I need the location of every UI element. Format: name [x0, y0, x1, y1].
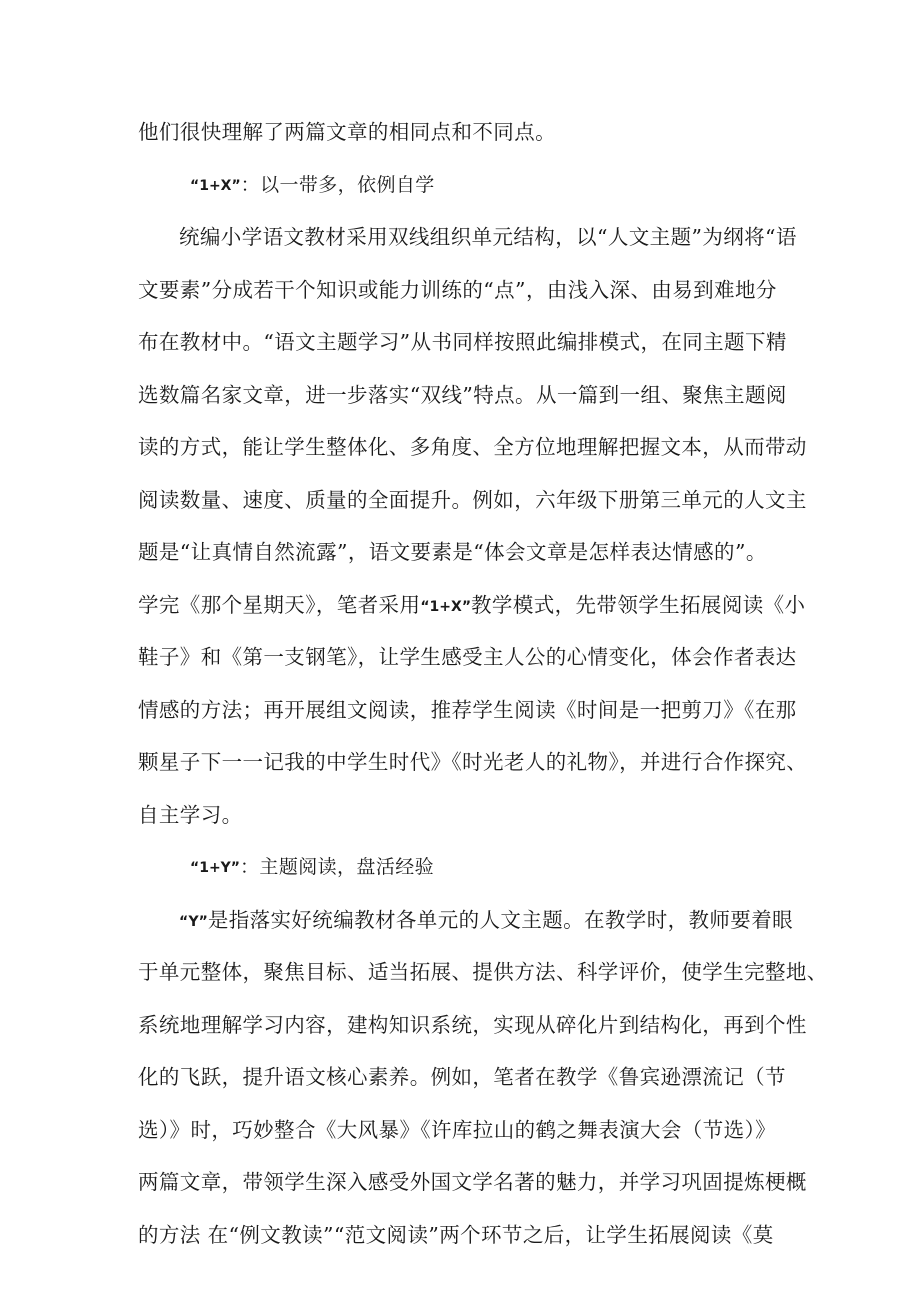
heading-1y-title: ：主题阅读，盘活经验: [240, 856, 435, 878]
line-10-code: “1+X”: [420, 598, 472, 615]
text-line-4: 文要素”分成若干个知识或能力训练的“点”，由浅入深、由易到难地分: [138, 277, 777, 302]
line-10-after: 教学模式，先带领学生拓展阅读《小: [471, 592, 806, 617]
text-line-12: 情感的方法；再开展组文阅读，推荐学生阅读《时间是一把剪刀》《在那: [138, 697, 797, 722]
text-line-22: 的方法 在“例文教读”“范文阅读”两个环节之后，让学生拓展阅读《莫: [138, 1222, 774, 1247]
document-page: [138, 112, 828, 1267]
text-line-21: 两篇文章，带领学生深入感受外国文学名著的魅力，并学习巩固提炼梗概: [138, 1170, 807, 1194]
text-line-16: [138, 900, 794, 953]
text-line-7: 读的方式，能让学生整体化、多角度、全方位地理解把握文本，从而带动: [138, 435, 807, 459]
heading-1x-code: “1+X”: [190, 177, 241, 194]
text-line-13: 颗星子下一一记我的中学生时代》《时光老人的礼物》，并进行合作探究、: [138, 750, 808, 774]
line-16-code: “Y”: [179, 913, 208, 930]
line-10-before: 学完《那个星期天》，笔者采用: [138, 592, 421, 617]
text-line-14: 自主学习。: [138, 802, 243, 827]
text-line-11: 鞋子》和《第一支钢笔》，让学生感受主人公的心情变化，体会作者表达: [138, 645, 797, 669]
heading-1x-title: ：以一带多，依例自学: [240, 173, 435, 196]
text-line-10: [138, 585, 806, 638]
heading-1y-code: “1+Y”: [190, 860, 241, 876]
text-line-8: 阅读数量、速度、质量的全面提升。例如，六年级下册第三单元的人文主: [138, 487, 807, 512]
section-heading-1y: [138, 847, 788, 900]
text-line-20: 选）》时，巧妙整合《大风暴》《许库拉山的鹤之舞表演大会（节选）》: [138, 1117, 777, 1142]
section-heading-1x: [138, 165, 788, 218]
text-line-17: 于单元整体，聚焦目标、适当拓展、提供方法、科学评价，使学生完整地、: [138, 960, 828, 984]
text-line-1: 他们很快理解了两篇文章的相同点和不同点。: [138, 120, 556, 144]
text-line-5: 布在教材中。“语文主题学习”从书同样按照此编排模式，在同主题下精: [138, 330, 787, 354]
text-line-6: 选数篇名家文章，进一步落实“双线”特点。从一篇到一组、聚焦主题阅: [138, 382, 787, 407]
line-16-after: 是指落实好统编教材各单元的人文主题。在教学时，教师要着眼: [207, 907, 794, 932]
text-line-3: 统编小学语文教材采用双线组织单元结构，以“人文主题”为纲将“语: [179, 225, 797, 249]
text-line-19: 化的飞跃，提升语文核心素养。例如，笔者在教学《鲁宾逊漂流记（节: [138, 1065, 786, 1089]
text-line-9: 题是“让真情自然流露”，语文要素是“体会文章是怎样表达情感的”。: [138, 540, 767, 564]
text-line-18: 系统地理解学习内容，建构知识系统，实现从碎化片到结构化，再到个性: [138, 1012, 807, 1037]
